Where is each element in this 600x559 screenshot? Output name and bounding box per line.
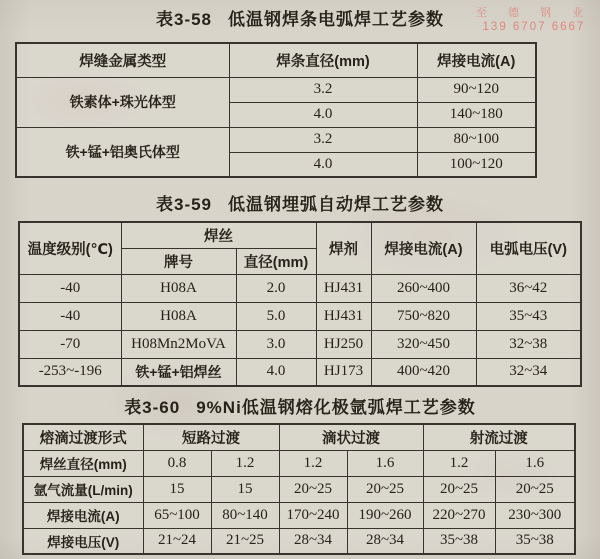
cell-metal-type: 铁素体+珠光体型 xyxy=(16,77,229,127)
cell-value: 1.2 xyxy=(279,450,347,476)
table-row xyxy=(23,450,575,476)
header-cell-weld-current: 焊接电流(A) xyxy=(371,222,476,274)
header-cell-wire-diameter: 直径(mm) xyxy=(236,248,316,274)
table-row xyxy=(23,476,575,502)
cell-value: 21~25 xyxy=(211,528,279,554)
cell-brand: 铁+锰+铝焊丝 xyxy=(121,358,236,386)
table-row xyxy=(23,528,575,554)
table-row xyxy=(16,127,536,152)
table-row xyxy=(19,222,581,248)
cell-metal-type: 铁+锰+铝奥氏体型 xyxy=(16,127,229,177)
cell-value: 1.6 xyxy=(347,450,423,476)
cell-value: 80~140 xyxy=(211,502,279,528)
cell-voltage: 36~42 xyxy=(476,274,581,302)
table-row xyxy=(23,424,575,450)
table-58-title: 低温钢焊条电弧焊工艺参数 xyxy=(228,10,445,29)
cell-flux: HJ250 xyxy=(316,330,371,358)
cell-flux: HJ431 xyxy=(316,274,371,302)
cell-current: 320~450 xyxy=(371,330,476,358)
header-cell-weld-current: 焊接电流(A) xyxy=(417,43,536,77)
cell-diameter: 3.0 xyxy=(236,330,316,358)
cell-value: 230~300 xyxy=(495,502,575,528)
cell-value: 20~25 xyxy=(495,476,575,502)
cell-temp: -70 xyxy=(19,330,121,358)
table-59-title: 低温钢埋弧自动焊工艺参数 xyxy=(228,195,445,214)
row-label-weld-voltage: 焊接电压(V) xyxy=(23,528,143,554)
table-58 xyxy=(15,42,537,178)
cell-temp: -40 xyxy=(19,274,121,302)
table-row xyxy=(16,77,536,102)
header-cell-flux: 焊剂 xyxy=(316,222,371,274)
cell-current: 140~180 xyxy=(417,102,536,127)
header-cell-short-circuit-transfer: 短路过渡 xyxy=(143,424,279,450)
cell-diameter: 4.0 xyxy=(236,358,316,386)
cell-current: 80~100 xyxy=(417,127,536,152)
cell-diameter: 2.0 xyxy=(236,274,316,302)
cell-value: 21~24 xyxy=(143,528,211,554)
cell-diameter: 3.2 xyxy=(229,127,417,152)
row-label-weld-current: 焊接电流(A) xyxy=(23,502,143,528)
cell-voltage: 35~43 xyxy=(476,302,581,330)
cell-temp: -253~-196 xyxy=(19,358,121,386)
cell-value: 1.2 xyxy=(423,450,495,476)
header-cell-temp-grade: 温度级别(℃) xyxy=(19,222,121,274)
table-60-label: 表3-60 xyxy=(124,398,181,417)
cell-value: 35~38 xyxy=(495,528,575,554)
cell-flux: HJ431 xyxy=(316,302,371,330)
cell-current: 400~420 xyxy=(371,358,476,386)
table-row xyxy=(19,274,581,302)
table-59-label: 表3-59 xyxy=(155,195,213,214)
table-60-caption xyxy=(0,398,600,418)
header-cell-arc-voltage: 电弧电压(V) xyxy=(476,222,581,274)
table-59-caption xyxy=(0,195,600,215)
row-label-wire-diameter: 焊丝直径(mm) xyxy=(23,450,143,476)
cell-value: 28~34 xyxy=(347,528,423,554)
cell-voltage: 32~34 xyxy=(476,358,581,386)
cell-brand: H08A xyxy=(121,274,236,302)
cell-diameter: 3.2 xyxy=(229,77,417,102)
cell-value: 190~260 xyxy=(347,502,423,528)
cell-value: 20~25 xyxy=(423,476,495,502)
watermark xyxy=(476,6,592,35)
table-row xyxy=(23,502,575,528)
header-cell-wire-brand: 牌号 xyxy=(121,248,236,274)
cell-voltage: 32~38 xyxy=(476,330,581,358)
cell-current: 260~400 xyxy=(371,274,476,302)
header-cell-electrode-diameter: 焊条直径(mm) xyxy=(229,43,417,77)
header-cell-weld-metal-type: 焊缝金属类型 xyxy=(16,43,229,77)
table-row xyxy=(19,358,581,386)
watermark-company: 至 德 钢 业 xyxy=(475,7,592,19)
header-cell-wire-group: 焊丝 xyxy=(121,222,316,248)
cell-brand: H08Mn2MoVA xyxy=(121,330,236,358)
cell-value: 15 xyxy=(211,476,279,502)
header-cell-transfer-mode: 熔滴过渡形式 xyxy=(23,424,143,450)
cell-current: 750~820 xyxy=(371,302,476,330)
cell-value: 170~240 xyxy=(279,502,347,528)
cell-flux: HJ173 xyxy=(316,358,371,386)
cell-diameter: 4.0 xyxy=(229,152,417,177)
watermark-phone: 139 6707 6667 xyxy=(482,21,586,34)
cell-value: 0.8 xyxy=(143,450,211,476)
cell-value: 1.2 xyxy=(211,450,279,476)
row-label-argon-flow: 氩气流量(L/min) xyxy=(23,476,143,502)
table-row xyxy=(16,43,536,77)
cell-diameter: 4.0 xyxy=(229,102,417,127)
header-cell-spray-transfer: 射流过渡 xyxy=(423,424,575,450)
cell-value: 15 xyxy=(143,476,211,502)
table-58-label: 表3-58 xyxy=(155,10,213,29)
cell-value: 1.6 xyxy=(495,450,575,476)
cell-brand: H08A xyxy=(121,302,236,330)
cell-current: 100~120 xyxy=(417,152,536,177)
table-60 xyxy=(22,423,576,555)
table-row xyxy=(19,302,581,330)
table-60-title: 9%Ni低温钢熔化极氩弧焊工艺参数 xyxy=(196,398,476,417)
table-59 xyxy=(18,221,582,387)
cell-value: 20~25 xyxy=(347,476,423,502)
cell-value: 220~270 xyxy=(423,502,495,528)
cell-temp: -40 xyxy=(19,302,121,330)
cell-value: 28~34 xyxy=(279,528,347,554)
cell-diameter: 5.0 xyxy=(236,302,316,330)
cell-value: 20~25 xyxy=(279,476,347,502)
cell-value: 35~38 xyxy=(423,528,495,554)
cell-value: 65~100 xyxy=(143,502,211,528)
table-row xyxy=(19,330,581,358)
header-cell-globular-transfer: 滴状过渡 xyxy=(279,424,423,450)
cell-current: 90~120 xyxy=(417,77,536,102)
